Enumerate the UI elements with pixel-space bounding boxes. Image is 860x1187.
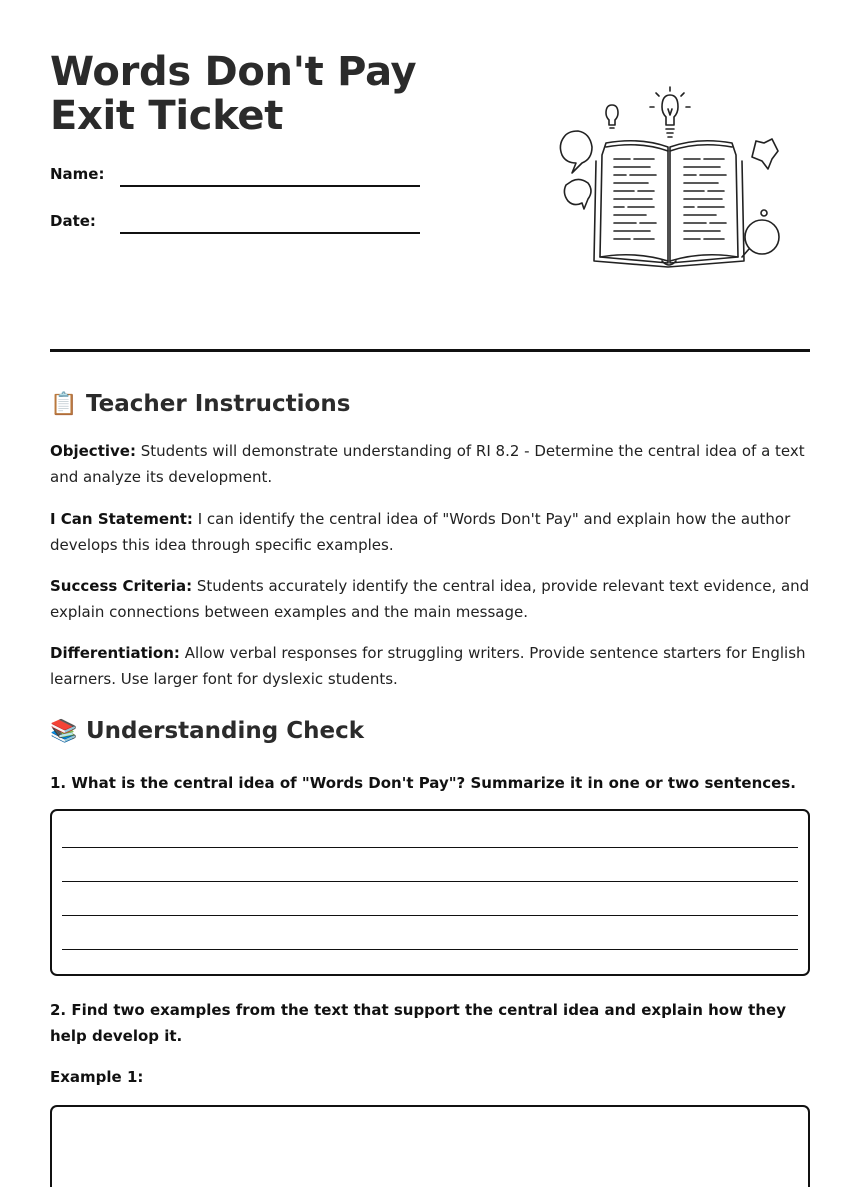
- clipboard-icon: 📋: [50, 392, 78, 417]
- name-line[interactable]: [120, 185, 420, 187]
- name-label: Name:: [50, 165, 105, 183]
- answer-line: [62, 949, 798, 950]
- success-criteria-paragraph: [50, 573, 810, 625]
- question-1: 1. What is the central idea of "Words Don't Pay"? Summarize it in one or two sentences.: [50, 774, 796, 792]
- books-icon: 📚: [50, 719, 78, 744]
- i-can-statement-text: I can identify the central idea of "Words Don't Pay" and explain how the author develops this idea through specific examples.: [50, 510, 791, 554]
- success-criteria-text: Students accurately identify the central idea, provide relevant text evidence, and explain connections between examples and the main message.: [50, 577, 810, 621]
- understanding-check-heading: [50, 716, 364, 747]
- teacher-instructions-title: Teacher Instructions: [86, 391, 351, 417]
- i-can-statement-label: I Can Statement:: [50, 510, 193, 528]
- answer-line: [62, 915, 798, 916]
- differentiation-text: Allow verbal responses for struggling writers. Provide sentence starters for English learners. Use larger font for dyslexic students.: [50, 644, 806, 688]
- page-title: Words Don't Pay Exit Ticket: [50, 49, 417, 139]
- answer-box-example-1[interactable]: [50, 1105, 810, 1187]
- date-field[interactable]: [50, 212, 430, 242]
- i-can-statement-paragraph: [50, 506, 810, 558]
- date-label: Date:: [50, 212, 96, 230]
- objective-text: Students will demonstrate understanding of RI 8.2 - Determine the central idea of a text and analyze its development.: [50, 442, 805, 486]
- date-line[interactable]: [120, 232, 420, 234]
- name-field[interactable]: [50, 165, 430, 195]
- answer-line: [62, 881, 798, 882]
- answer-box-question-1[interactable]: [50, 809, 810, 976]
- objective-paragraph: [50, 438, 810, 490]
- differentiation-label: Differentiation:: [50, 644, 180, 662]
- objective-label: Objective:: [50, 442, 136, 460]
- example-1-label: Example 1:: [50, 1068, 144, 1086]
- section-divider: [50, 349, 810, 352]
- answer-line: [62, 847, 798, 848]
- differentiation-paragraph: [50, 640, 810, 692]
- understanding-check-title: Understanding Check: [86, 718, 365, 744]
- open-book-illustration-icon: [550, 85, 790, 270]
- success-criteria-label: Success Criteria:: [50, 577, 193, 595]
- question-2: 2. Find two examples from the text that support the central idea and explain how they help develop it.: [50, 1001, 786, 1045]
- teacher-instructions-heading: [50, 389, 350, 420]
